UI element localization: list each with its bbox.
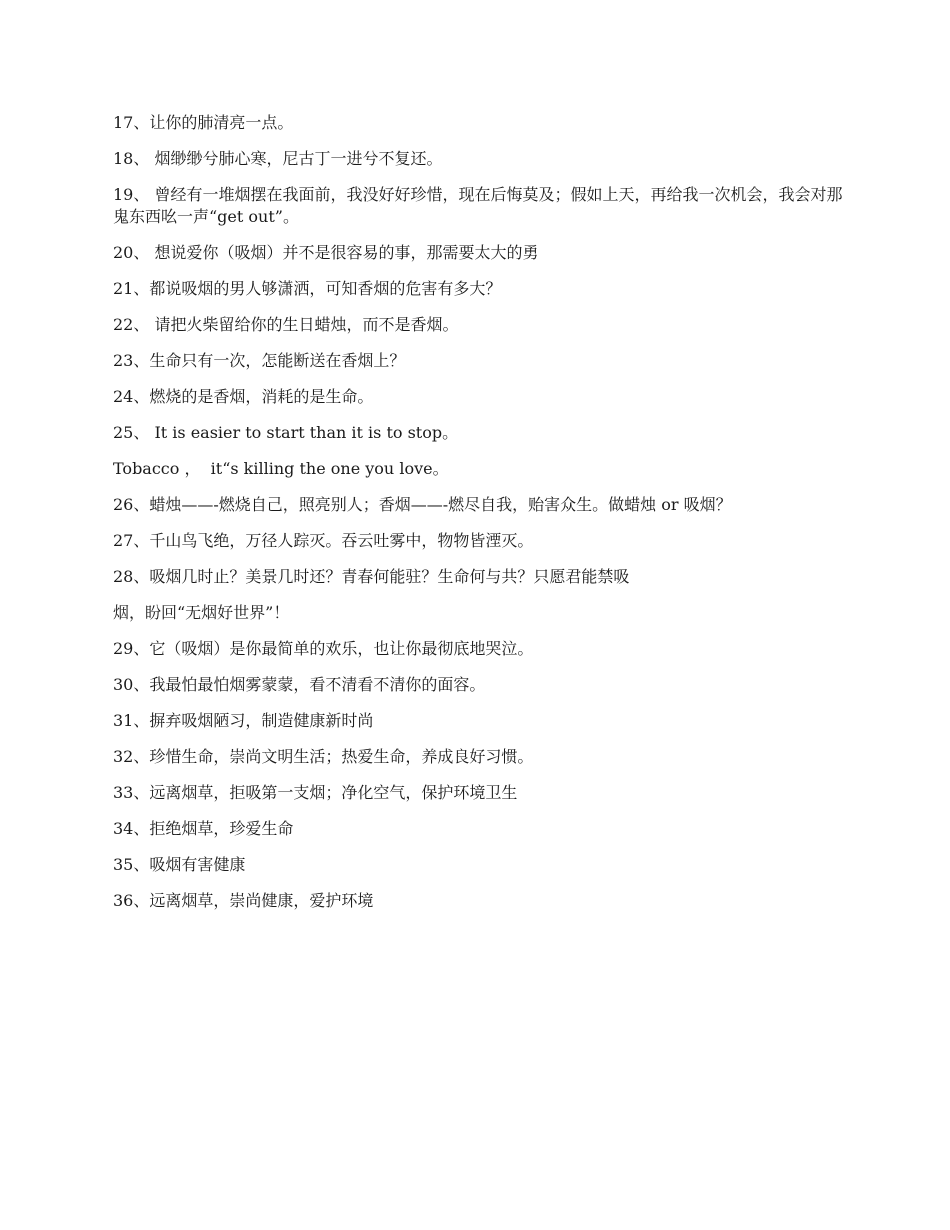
slogan-29: 29、它（吸烟）是你最简单的欢乐，也让你最彻底地哭泣。: [113, 639, 534, 658]
slogan-34: 34、拒绝烟草，珍爱生命: [113, 819, 294, 838]
slogan-17: 17、让你的肺清亮一点。: [113, 113, 294, 132]
slogan-36: 36、远离烟草，崇尚健康，爱护环境: [113, 891, 374, 910]
slogan-35: 35、吸烟有害健康: [113, 855, 246, 874]
slogan-32: 32、珍惜生命，崇尚文明生活；热爱生命，养成良好习惯。: [113, 747, 534, 766]
slogan-27: 27、千山鸟飞绝，万径人踪灭。吞云吐雾中，物物皆湮灭。: [113, 531, 534, 550]
slogan-25: 25、 It is easier to start than it is to stop。: [113, 423, 459, 442]
slogan-21: 21、都说吸烟的男人够潇洒，可知香烟的危害有多大？: [113, 279, 502, 298]
slogan-26: 26、蜡烛——-燃烧自己，照亮别人；香烟——-燃尽自我，贻害众生。做蜡烛 or 吸烟？: [113, 495, 732, 514]
slogan-33: 33、远离烟草，拒吸第一支烟；净化空气，保护环境卫生: [113, 783, 518, 802]
slogan-25-continued: Tobacco ， it“s killing the one you love。: [113, 459, 449, 478]
slogan-18: 18、 烟缈缈兮肺心寒，尼古丁一进兮不复还。: [113, 149, 443, 168]
slogan-24: 24、燃烧的是香烟，消耗的是生命。: [113, 387, 374, 406]
slogan-19: 19、 曾经有一堆烟摆在我面前，我没好好珍惜，现在后悔莫及；假如上天，再给我一次机会，我会对那鬼东西吆一声“get out”。: [113, 185, 843, 226]
slogan-23: 23、生命只有一次，怎能断送在香烟上？: [113, 351, 406, 370]
slogan-20: 20、 想说爱你（吸烟）并不是很容易的事，那需要太大的勇: [113, 243, 539, 262]
slogan-28: 28、吸烟几时止？美景几时还？青春何能驻？生命何与共？只愿君能禁吸: [113, 567, 630, 586]
slogan-30: 30、我最怕最怕烟雾蒙蒙，看不清看不清你的面容。: [113, 675, 486, 694]
document-page: [113, 112, 843, 926]
slogan-28-continued: 烟，盼回“无烟好世界”！: [113, 603, 290, 622]
slogan-22: 22、 请把火柴留给你的生日蜡烛，而不是香烟。: [113, 315, 459, 334]
slogan-31: 31、摒弃吸烟陋习，制造健康新时尚: [113, 711, 374, 730]
